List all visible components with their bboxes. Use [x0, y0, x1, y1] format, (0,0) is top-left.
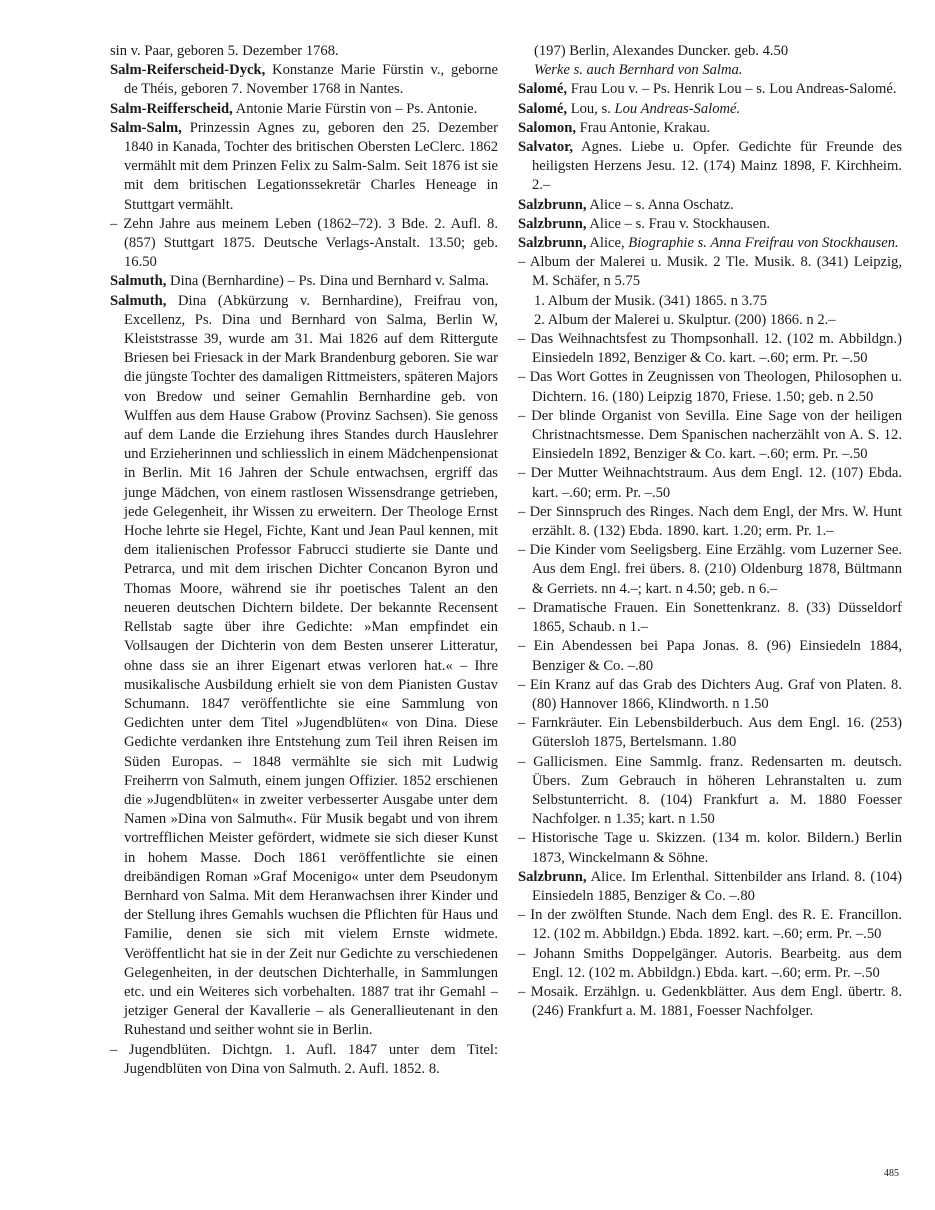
entry-text: – Farnkräuter. Ein Lebensbilderbuch. Aus dem Engl. 16. (253) Gütersloh 1875, Bertelsmann. 1.80	[518, 715, 902, 751]
entry-italic-reference: Lou Andreas-Salomé.	[614, 100, 741, 117]
entry-heading: Salm-Reifferscheid,	[110, 100, 233, 117]
entry-text: – Album der Malerei u. Musik. 2 Tle. Musik. 8. (341) Leipzig, M. Schäfer, n 5.75	[518, 254, 902, 290]
entry-text: Agnes. Liebe u. Opfer. Gedichte für Freunde des heiligsten Herzens Jesu. 12. (174) Mainz 1898, F. Kirchheim. 2.–	[532, 139, 902, 194]
left-list-item	[110, 215, 498, 273]
entry-text: – Das Wort Gottes in Zeugnissen von Theologen, Philosophen u. Dichtern. 16. (180) Leipzig 1870, Friese. 1.50; geb. n 2.50	[518, 369, 902, 405]
left-entry	[110, 272, 498, 291]
right-entry	[518, 234, 902, 253]
left-text-line	[110, 42, 498, 61]
entry-text: – Dramatische Frauen. Ein Sonettenkranz. 8. (33) Düsseldorf 1865, Schaub. n 1.–	[518, 599, 902, 636]
right-entry	[518, 100, 902, 119]
entry-text: Dina (Abkürzung v. Bernhardine), Freifrau von, Excellenz, Ps. Dina und Bernhard von Salma, Berlin W, Kleiststrasse 39, wurde am 31. Mai 1826 auf dem Rittergute Briesen bei Friesack in der Mark Brandenburg geboren. Sie war die jüngste Tochter des damaligen Rittmeisters, späteren Majors von Bredow und seiner Gemahlin Bernhardine geb. von Wulffen aus dem Hause Grabow (Provinz Sachsen). Sie genoss auf dem Lande die Erziehung ihres Standes durch Hauslehrer und Erzieherinnen und schliesslich in einem Mädchenpensionat in Berlin. Mit 16 Jahren der Schule entwachsen, ergriff das junge Mädchen, von einem rastlosen Wissensdrange getrieben, jede Gelegenheit, ihr Wissen zu erweitern. Der Theologe Ernst Hoche lehrte sie Hegel, Fichte, Kant und Jean Paul kennen, mit dem italienischen Professor Fabrucci studierte sie Dante und Petrarca, und mit dem irischen Dichter Concanon Byron und Thomas Moore, während sie ihr poetisches Talent an den neueren deutschen Dichtern bildete. Der bekannte Recensent Rellstab sagte über ihre Gedichte: »Man empfindet ein Vollsaugen der Dichterin von dem Besten unserer Litteratur, ohne dass sie an ihrer Eigenart etwas verloren hat.« – Ihre musikalische Ausbildung erhielt sie von dem Pianisten Gustav Schumann. 1847 veröffentlichte sie eine Sammlung von Gedichten unter dem Titel »Jugendblüten« von Dina. Diese Gedichte verdanken ihre Entstehung zum Teil ihren Reisen im Süden Europas. – 1848 vermählte sie sich mit Ludwig Freiherrn von Salmuth, einem jungen Offizier. 1852 erschienen die »Jugendblüten« in zweiter verbesserter Ausgabe unter dem Namen »Dina von Salmuth«. Für Musik begabt und von ihrem vortrefflichen Meister gefördert, widmete sie sich dieser Kunst in hohem Masse. Doch 1861 veröffentlichte sie einen dreibändigen Roman »Graf Mocenigo« unter dem Pseudonym Bernhard von Salma. Mit dem Heranwachsen ihrer Kinder und der Stellung ihres Gemahls wuchsen die Pflichten für Haus und Familie, denen sie sich mit vielem Ernste widmete. Veröffentlicht hat sie in der Zeit nur Gedichte zu verschiedenen Gelegenheiten, in der deutschen Dichterhalle, in Sammlungen etc. und ein Weiteres sich vorbehalten. 1887 trat ihr Gemahl – jetziger General der Kavallerie – als Generallieutenant in den Ruhestand und seither wohnt sie in Berlin.	[124, 292, 498, 1039]
entry-text: – Zehn Jahre aus meinem Leben (1862–72). 3 Bde. 2. Aufl. 8. (857) Stuttgart 1875. Deutsche Verlags-Anstalt. 13.50; geb. 16.50	[110, 215, 498, 271]
left-entry	[110, 292, 498, 1041]
entry-heading: Salzbrunn,	[518, 868, 587, 885]
right-list-item	[518, 599, 902, 637]
right-entry	[518, 138, 902, 196]
right-list-item	[518, 714, 902, 752]
right-list-item	[518, 676, 902, 714]
right-entry	[518, 215, 902, 234]
right-entry	[518, 868, 902, 906]
entry-text: Antonie Marie Fürstin von – Ps. Antonie.	[232, 100, 478, 117]
entry-text: 1. Album der Musik. (341) 1865. n 3.75	[534, 292, 768, 309]
entry-text: (197) Berlin, Alexandes Duncker. geb. 4.50	[534, 43, 789, 59]
left-entry	[110, 100, 498, 119]
entry-heading: Salomé,	[518, 100, 568, 117]
entry-text: Alice. Im Erlenthal. Sittenbilder ans Irland. 8. (104) Einsiedeln 1885, Benziger & Co. –.80	[532, 868, 902, 904]
right-entry	[518, 119, 902, 138]
right-text-line	[518, 61, 902, 80]
entry-text: Prinzessin Agnes zu, geboren den 25. Dezember 1840 in Kanada, Tochter des britischen Obersten LeClerc. 1862 vermählt mit dem Prinzen Felix zu Salm-Salm. Seit 1876 ist sie mit dem britischen Legationssekretär Charles Heneage in Stuttgart vermählt.	[124, 119, 498, 213]
entry-heading: Salzbrunn,	[518, 235, 587, 252]
entry-text: Dina (Bernhardine) – Ps. Dina und Bernhard v. Salma.	[166, 273, 489, 290]
entry-text: – In der zwölften Stunde. Nach dem Engl. des R. E. Francillon. 12. (102 m. Abbildgn.) Ebda. 1892. kart. –.60; erm. Pr. –.50	[518, 907, 902, 943]
entry-text: – Johann Smiths Doppelgänger. Autoris. Bearbeitg. aus dem Engl. 12. (102 m. Abbildgn.) Ebda. kart. –.60; erm. Pr. –.50	[518, 945, 902, 981]
right-list-item	[518, 368, 902, 406]
entry-heading: Salomé,	[518, 81, 568, 98]
right-list-item	[518, 637, 902, 675]
entry-text: – Gallicismen. Eine Sammlg. franz. Redensarten m. deutsch. Übers. Zum Gebrauch in höheren Lehranstalten u. zum Selbstunterricht. 8. (104) Frankfurt a. M. 1880 Foesser Nachfolger. n 1.35; kart. n 1.50	[518, 753, 902, 828]
entry-text: – Historische Tage u. Skizzen. (134 m. kolor. Bildern.) Berlin 1873, Winckelmann & Söhne.	[518, 830, 902, 866]
entry-text: – Die Kinder vom Seeligsberg. Eine Erzählg. vom Luzerner See. Aus dem Engl. frei übers. 8. (210) Oldenburg 1878, Bültmann & Gerriets. nn 4.–; kart. n 4.50; geb. n 6.–	[518, 542, 902, 597]
entry-heading: Salzbrunn,	[518, 215, 587, 232]
page-number: 485	[884, 1168, 899, 1179]
entry-text: – Der Sinnspruch des Ringes. Nach dem Engl, der Mrs. W. Hunt erzählt. 8. (132) Ebda. 1890. kart. 1.20; erm. Pr. 1.–	[518, 503, 902, 540]
entry-text: Alice – s. Anna Oschatz.	[586, 196, 734, 213]
left-entry	[110, 61, 498, 99]
entry-text: 2. Album der Malerei u. Skulptur. (200) 1866. n 2.–	[534, 311, 836, 328]
entry-heading: Salmuth,	[110, 292, 167, 309]
right-list-item	[518, 330, 902, 368]
entry-text: Alice – s. Frau v. Stockhausen.	[586, 215, 771, 232]
left-list-item	[110, 1041, 498, 1079]
entry-text: – Der Mutter Weihnachtstraum. Aus dem Engl. 12. (107) Ebda. kart. –.60; erm. Pr. –.50	[518, 465, 902, 501]
entry-text: Alice,	[586, 235, 629, 252]
right-text-line	[518, 311, 902, 330]
right-list-item	[518, 253, 902, 291]
entry-italic-reference: Biographie s. Anna Freifrau von Stockhausen.	[628, 235, 899, 252]
entry-heading: Salm-Reiferscheid-Dyck,	[110, 62, 266, 79]
right-entry	[518, 196, 902, 215]
entry-heading: Salmuth,	[110, 273, 167, 290]
entry-text: – Ein Abendessen bei Papa Jonas. 8. (96) Einsiedeln 1884, Benziger & Co. –.80	[518, 638, 902, 674]
right-text-line	[518, 42, 902, 61]
right-entry	[518, 80, 902, 99]
entry-text: sin v. Paar, geboren 5. Dezember 1768.	[110, 43, 339, 59]
right-list-item	[518, 464, 902, 502]
entry-text: – Ein Kranz auf das Grab des Dichters Aug. Graf von Platen. 8. (80) Hannover 1866, Klindworth. n 1.50	[518, 676, 902, 712]
entry-text: Frau Lou v. – Ps. Henrik Lou – s. Lou Andreas-Salomé.	[567, 81, 897, 98]
entry-heading: Salm-Salm,	[110, 119, 182, 136]
right-list-item	[518, 906, 902, 944]
entry-heading: Salzbrunn,	[518, 196, 587, 213]
left-entry	[110, 119, 498, 215]
entry-text: – Jugendblüten. Dichtgn. 1. Aufl. 1847 unter dem Titel: Jugendblüten von Dina von Salmuth. 2. Aufl. 1852. 8.	[110, 1041, 498, 1077]
right-list-item	[518, 829, 902, 867]
entry-text: Frau Antonie, Krakau.	[575, 119, 711, 136]
entry-text: Konstanze Marie Fürstin v., geborne de Théis, geboren 7. November 1768 in Nantes.	[124, 62, 498, 98]
right-list-item	[518, 541, 902, 599]
entry-text: Werke s. auch Bernhard von Salma.	[534, 62, 743, 79]
right-text-line	[518, 292, 902, 311]
entry-text: – Der blinde Organist von Sevilla. Eine Sage von der heiligen Christnachtsmesse. Dem Spanischen nacherzählt von A. S. 12. Einsiedeln 1892, Benziger & Co. kart. –.60; erm. Pr. –.50	[518, 407, 902, 463]
right-list-item	[518, 503, 902, 541]
right-list-item	[518, 753, 902, 830]
entry-text: – Mosaik. Erzählgn. u. Gedenkblätter. Aus dem Engl. übertr. 8. (246) Frankfurt a. M. 1881, Foesser Nachfolger.	[518, 983, 902, 1020]
right-list-item	[518, 983, 902, 1021]
left-column	[110, 42, 498, 1079]
entry-heading: Salomon,	[518, 119, 576, 136]
entry-heading: Salvator,	[518, 139, 574, 156]
right-column	[518, 42, 902, 1021]
right-list-item	[518, 945, 902, 983]
right-list-item	[518, 407, 902, 465]
entry-text: – Das Weihnachtsfest zu Thompsonhall. 12. (102 m. Abbildgn.) Einsiedeln 1892, Benziger & Co. kart. –.60; erm. Pr. –.50	[518, 331, 902, 367]
entry-text: Lou, s.	[567, 100, 615, 117]
